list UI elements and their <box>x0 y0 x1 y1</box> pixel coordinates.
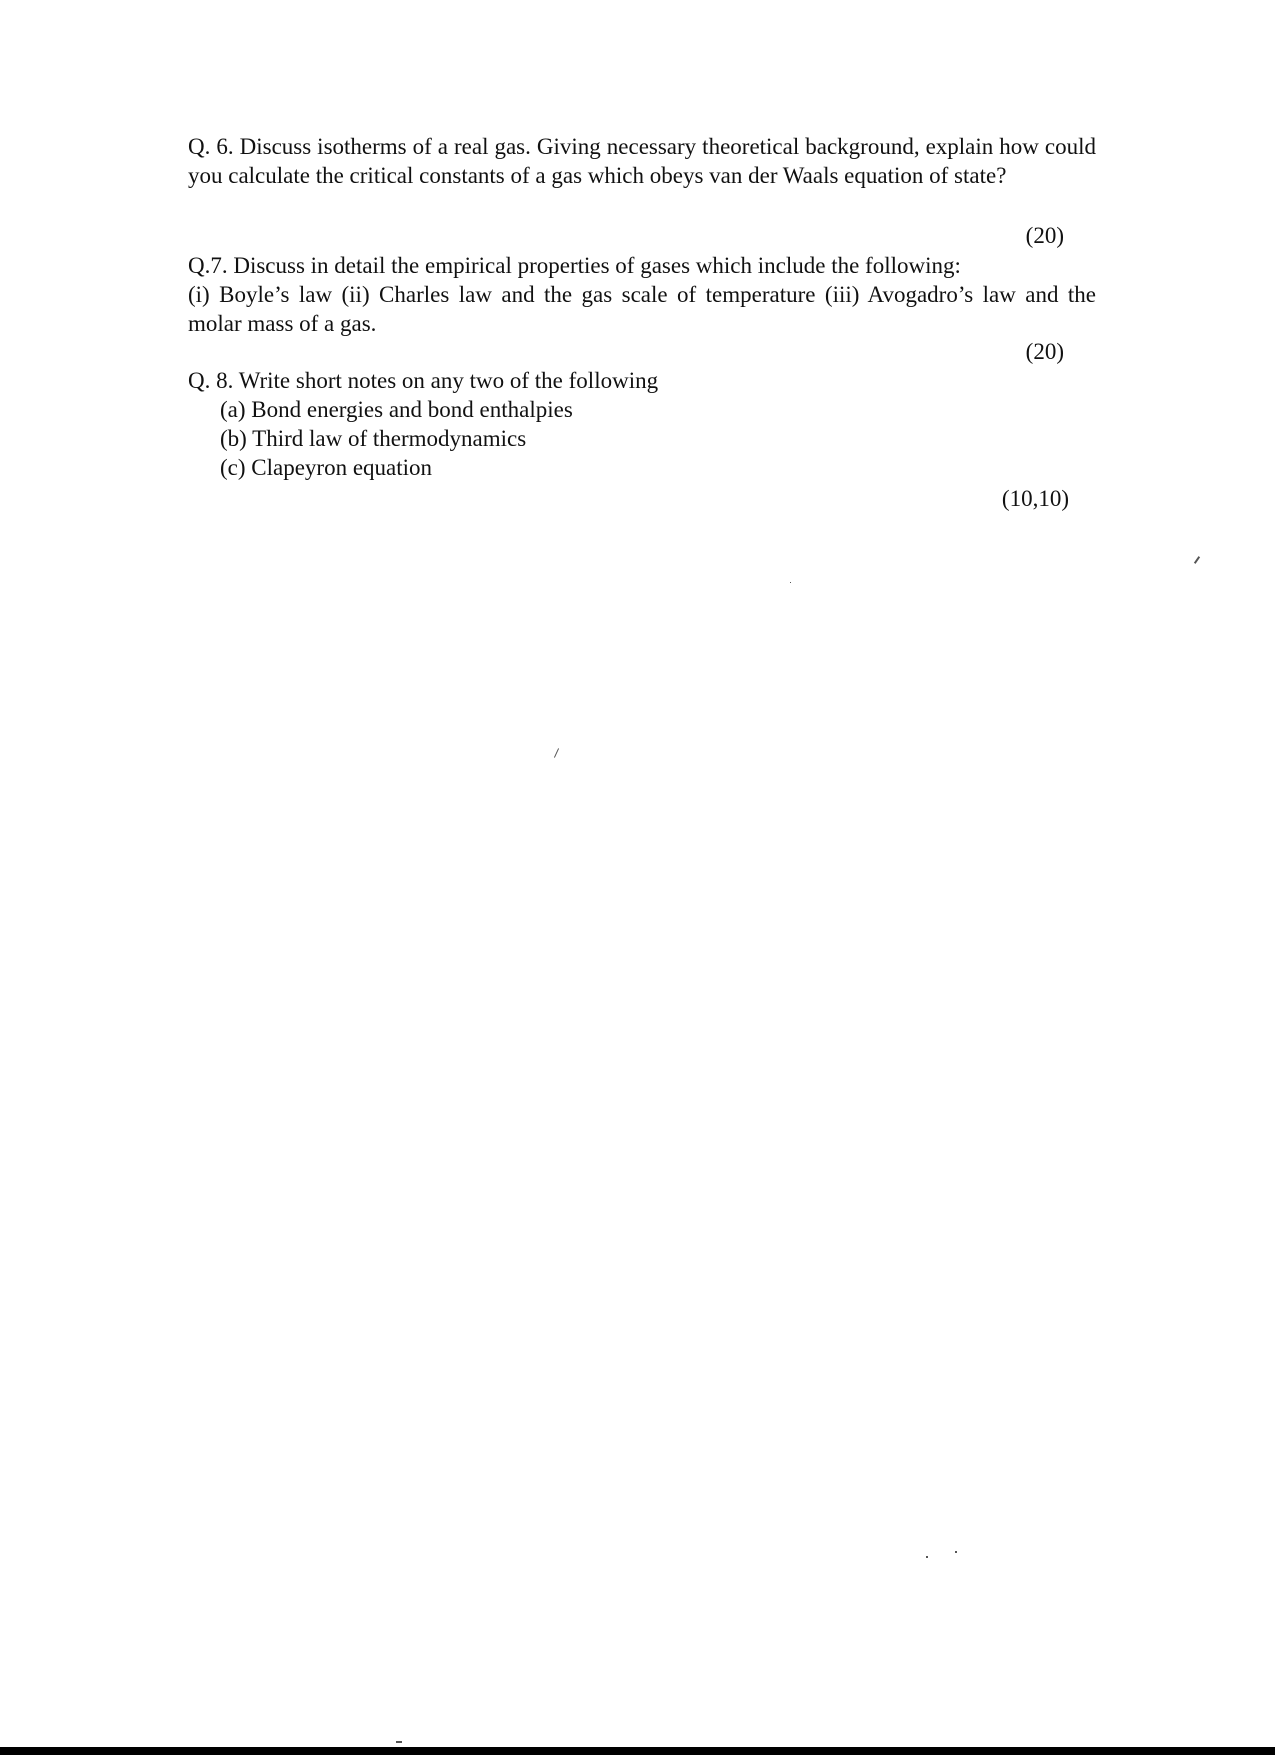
question-8-option-b: (b) Third law of thermodynamics <box>220 426 527 451</box>
scan-speck <box>1194 556 1200 564</box>
scan-speck <box>955 1551 957 1553</box>
scan-speck <box>554 748 559 757</box>
question-7-detail: (i) Boyle’s law (ii) Charles law and the gas scale of temperature (iii) Avogadro’s law and the molar mass of a gas. <box>188 282 1096 336</box>
question-7 <box>188 251 1096 338</box>
question-8-marks: (10,10) <box>1001 486 1069 511</box>
page-bottom-border <box>0 1747 1275 1755</box>
question-8-text: Q. 8. Write short notes on any two of the following <box>188 368 659 393</box>
question-8-option-a: (a) Bond energies and bond enthalpies <box>220 397 573 422</box>
question-7-marks: (20) <box>1025 339 1064 364</box>
question-8-option-c: (c) Clapeyron equation <box>220 455 433 480</box>
scan-speck <box>926 1556 928 1558</box>
question-6-marks: (20) <box>1025 223 1064 248</box>
scan-speck <box>396 1741 402 1743</box>
question-8-options <box>220 395 573 482</box>
question-7-text: Q.7. Discuss in detail the empirical properties of gases which include the following: <box>188 253 961 278</box>
question-6-text: Q. 6. Discuss isotherms of a real gas. Giving necessary theoretical background, explain how could you calculate the critical constants of a gas which obeys van der Waals equation of state? <box>188 134 1096 188</box>
scan-speck <box>790 582 791 583</box>
